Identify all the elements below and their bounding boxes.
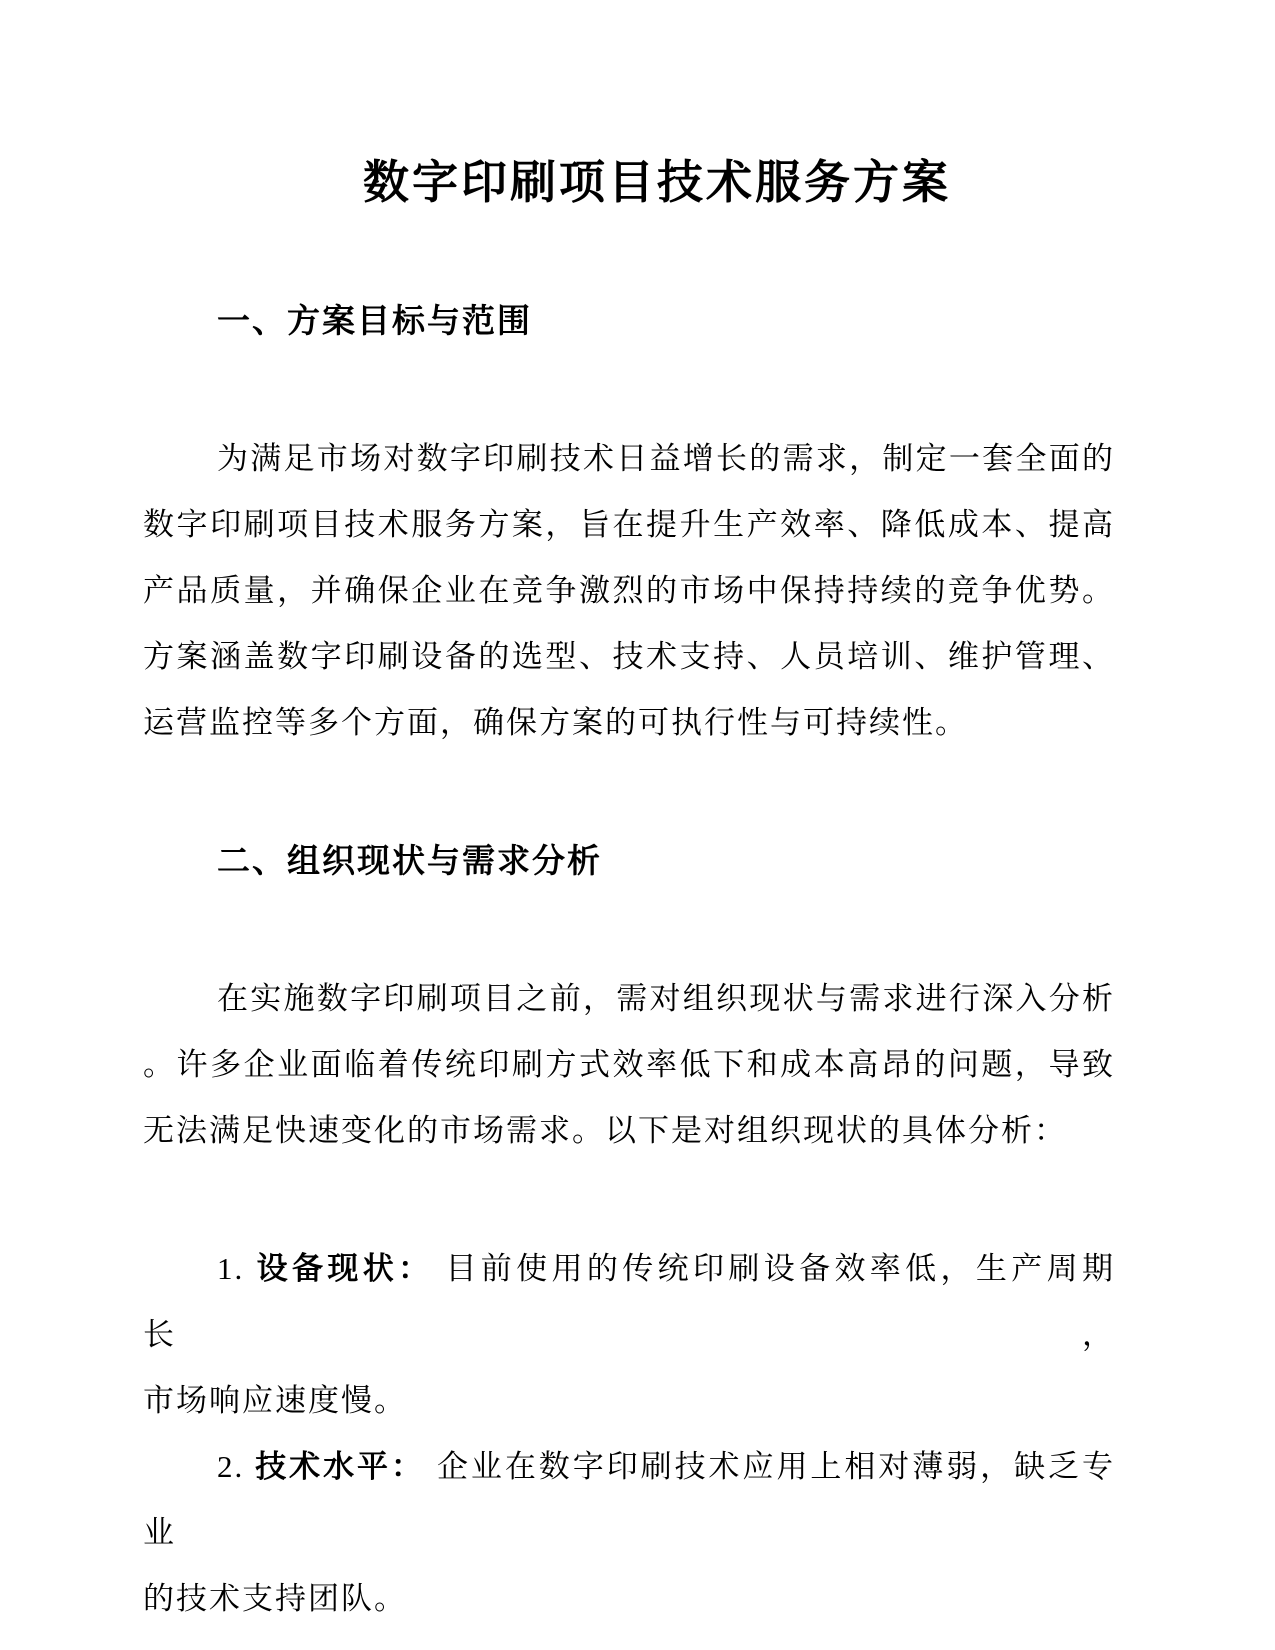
text-line: 运营监控等多个方面，确保方案的可执行性与可持续性。	[143, 705, 968, 740]
text-line: 方案涵盖数字印刷设备的选型、技术支持、人员培训、维护管理、	[143, 639, 1115, 674]
section-status-analysis	[143, 828, 1115, 1632]
section-plan-goals	[143, 288, 1115, 756]
text-line: 在实施数字印刷项目之前，需对组织现状与需求进行深入分析	[217, 981, 1115, 1016]
item-number: 2.	[217, 1449, 245, 1484]
document-title: 数字印刷项目技术服务方案	[363, 156, 951, 208]
item-label: 技术水平：	[254, 1449, 425, 1484]
section-1-paragraph	[143, 426, 1115, 756]
item-number: 1.	[217, 1251, 245, 1286]
text-line	[143, 1434, 1115, 1566]
text-line: 产品质量，并确保企业在竞争激烈的市场中保持持续的竞争优势。	[143, 573, 1115, 608]
item-text: 企业在数字印刷技术应用上相对薄弱，缺乏专业	[143, 1449, 1116, 1550]
text-line: 为满足市场对数字印刷技术日益增长的需求，制定一套全面的	[217, 441, 1115, 476]
text-line: 数字印刷项目技术服务方案，旨在提升生产效率、降低成本、提高	[143, 507, 1115, 542]
list-item-equipment-status	[143, 1236, 1115, 1434]
numbered-list	[143, 1236, 1115, 1632]
section-1-heading: 一、方案目标与范围	[217, 302, 532, 339]
text-line	[143, 1236, 1115, 1368]
item-text: 目前使用的传统印刷设备效率低，生产周期长，	[143, 1251, 1115, 1352]
text-line: 市场响应速度慢。	[143, 1383, 407, 1418]
text-line: 。许多企业面临着传统印刷方式效率低下和成本高昂的问题，导致	[143, 1047, 1115, 1082]
section-2-heading: 二、组织现状与需求分析	[217, 842, 602, 879]
text-line: 无法满足快速变化的市场需求。以下是对组织现状的具体分析：	[143, 1113, 1067, 1148]
text-line: 的技术支持团队。	[143, 1581, 407, 1616]
section-2-paragraph	[143, 966, 1115, 1164]
list-item-technical-level	[143, 1434, 1115, 1632]
item-label: 设备现状：	[254, 1251, 434, 1286]
